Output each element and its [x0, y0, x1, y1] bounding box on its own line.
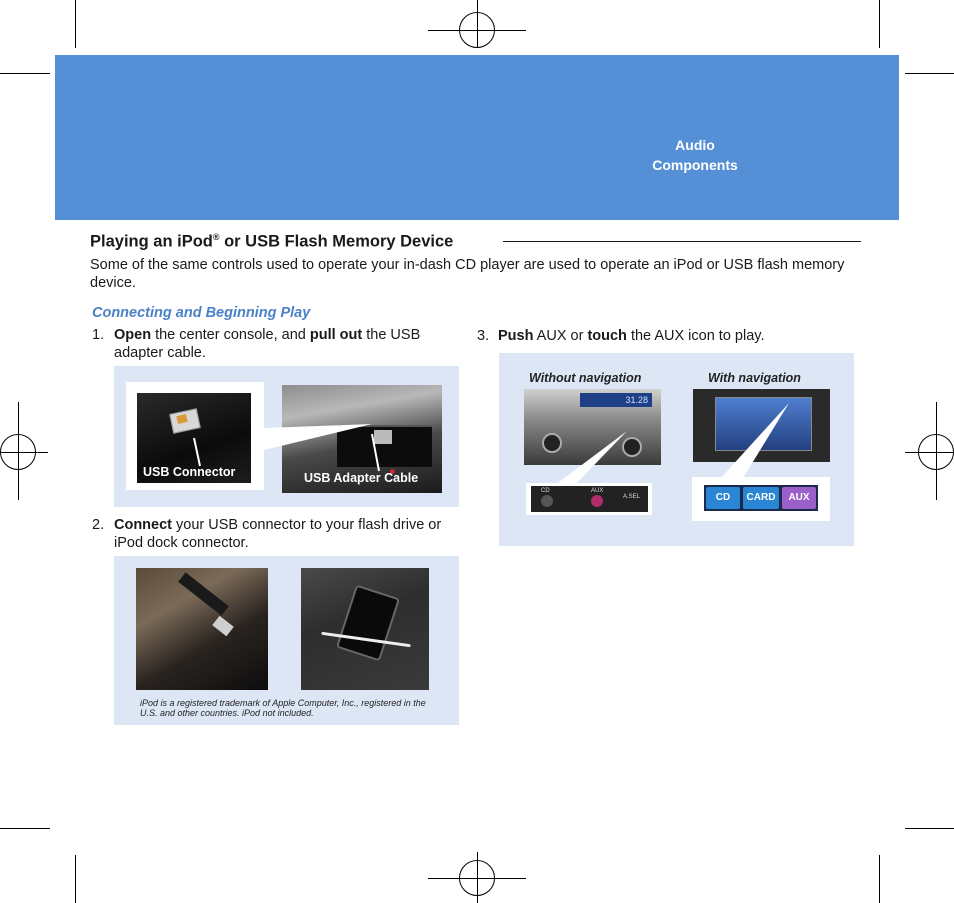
step-number: 3. — [477, 328, 490, 344]
header-band — [55, 55, 899, 220]
radio-display: 31.28 — [580, 393, 652, 407]
page-title: Playing an iPod® or USB Flash Memory Device — [90, 232, 454, 251]
chapter-label-line1: Audio — [675, 137, 715, 153]
ipod-photo — [301, 568, 429, 690]
aux-button-label: AUX — [591, 488, 604, 494]
chapter-label-line2: Components — [652, 157, 738, 173]
step-2-text: Connect your USB connector to your flash drive or iPod dock connector. — [114, 517, 442, 551]
asel-button-label: A.SEL — [623, 494, 641, 500]
step-number: 1. — [92, 327, 105, 343]
crop-mark — [0, 73, 50, 74]
crop-mark — [75, 855, 76, 903]
registered-mark: ® — [212, 232, 220, 242]
crop-mark — [75, 0, 76, 48]
nav-card-button[interactable]: CARD — [743, 487, 779, 509]
crop-mark — [905, 73, 954, 74]
step-1-text: Open the center console, and pull out the USB adapter cable. — [114, 327, 421, 361]
callout-pointer — [114, 366, 459, 507]
step-number: 2. — [92, 517, 105, 533]
step-2-figure — [114, 556, 459, 725]
intro-text: Some of the same controls used to operate your in-dash CD player are used to operate an iPod or USB flash memory device. — [90, 257, 845, 291]
title-rule — [503, 241, 861, 242]
crop-mark — [879, 855, 880, 903]
step-1-figure — [114, 366, 459, 507]
usb-connector-caption: USB Connector — [143, 465, 236, 479]
with-navigation-caption: With navigation — [708, 371, 801, 385]
aux-button[interactable] — [591, 495, 603, 507]
nav-cd-button[interactable]: CD — [706, 487, 740, 509]
flash-drive-photo — [136, 568, 268, 690]
usb-adapter-cable-caption: USB Adapter Cable — [304, 471, 419, 485]
step-3-text: Push AUX or touch the AUX icon to play. — [498, 328, 765, 344]
crop-mark — [879, 0, 880, 48]
radio-buttons-zoom — [526, 483, 652, 515]
step-3-figure — [499, 353, 854, 546]
section-heading: Connecting and Beginning Play — [92, 305, 311, 321]
crop-mark — [905, 828, 954, 829]
nav-aux-button[interactable]: AUX — [782, 487, 816, 509]
cd-button[interactable] — [541, 495, 553, 507]
crop-mark — [0, 828, 50, 829]
without-navigation-caption: Without navigation — [529, 371, 642, 385]
cd-button-label: CD — [541, 488, 550, 494]
nav-buttons-zoom — [692, 477, 830, 521]
trademark-note: iPod is a registered trademark of Apple Computer, Inc., registered in the U.S. and other countries. iPod not included. — [140, 698, 426, 718]
